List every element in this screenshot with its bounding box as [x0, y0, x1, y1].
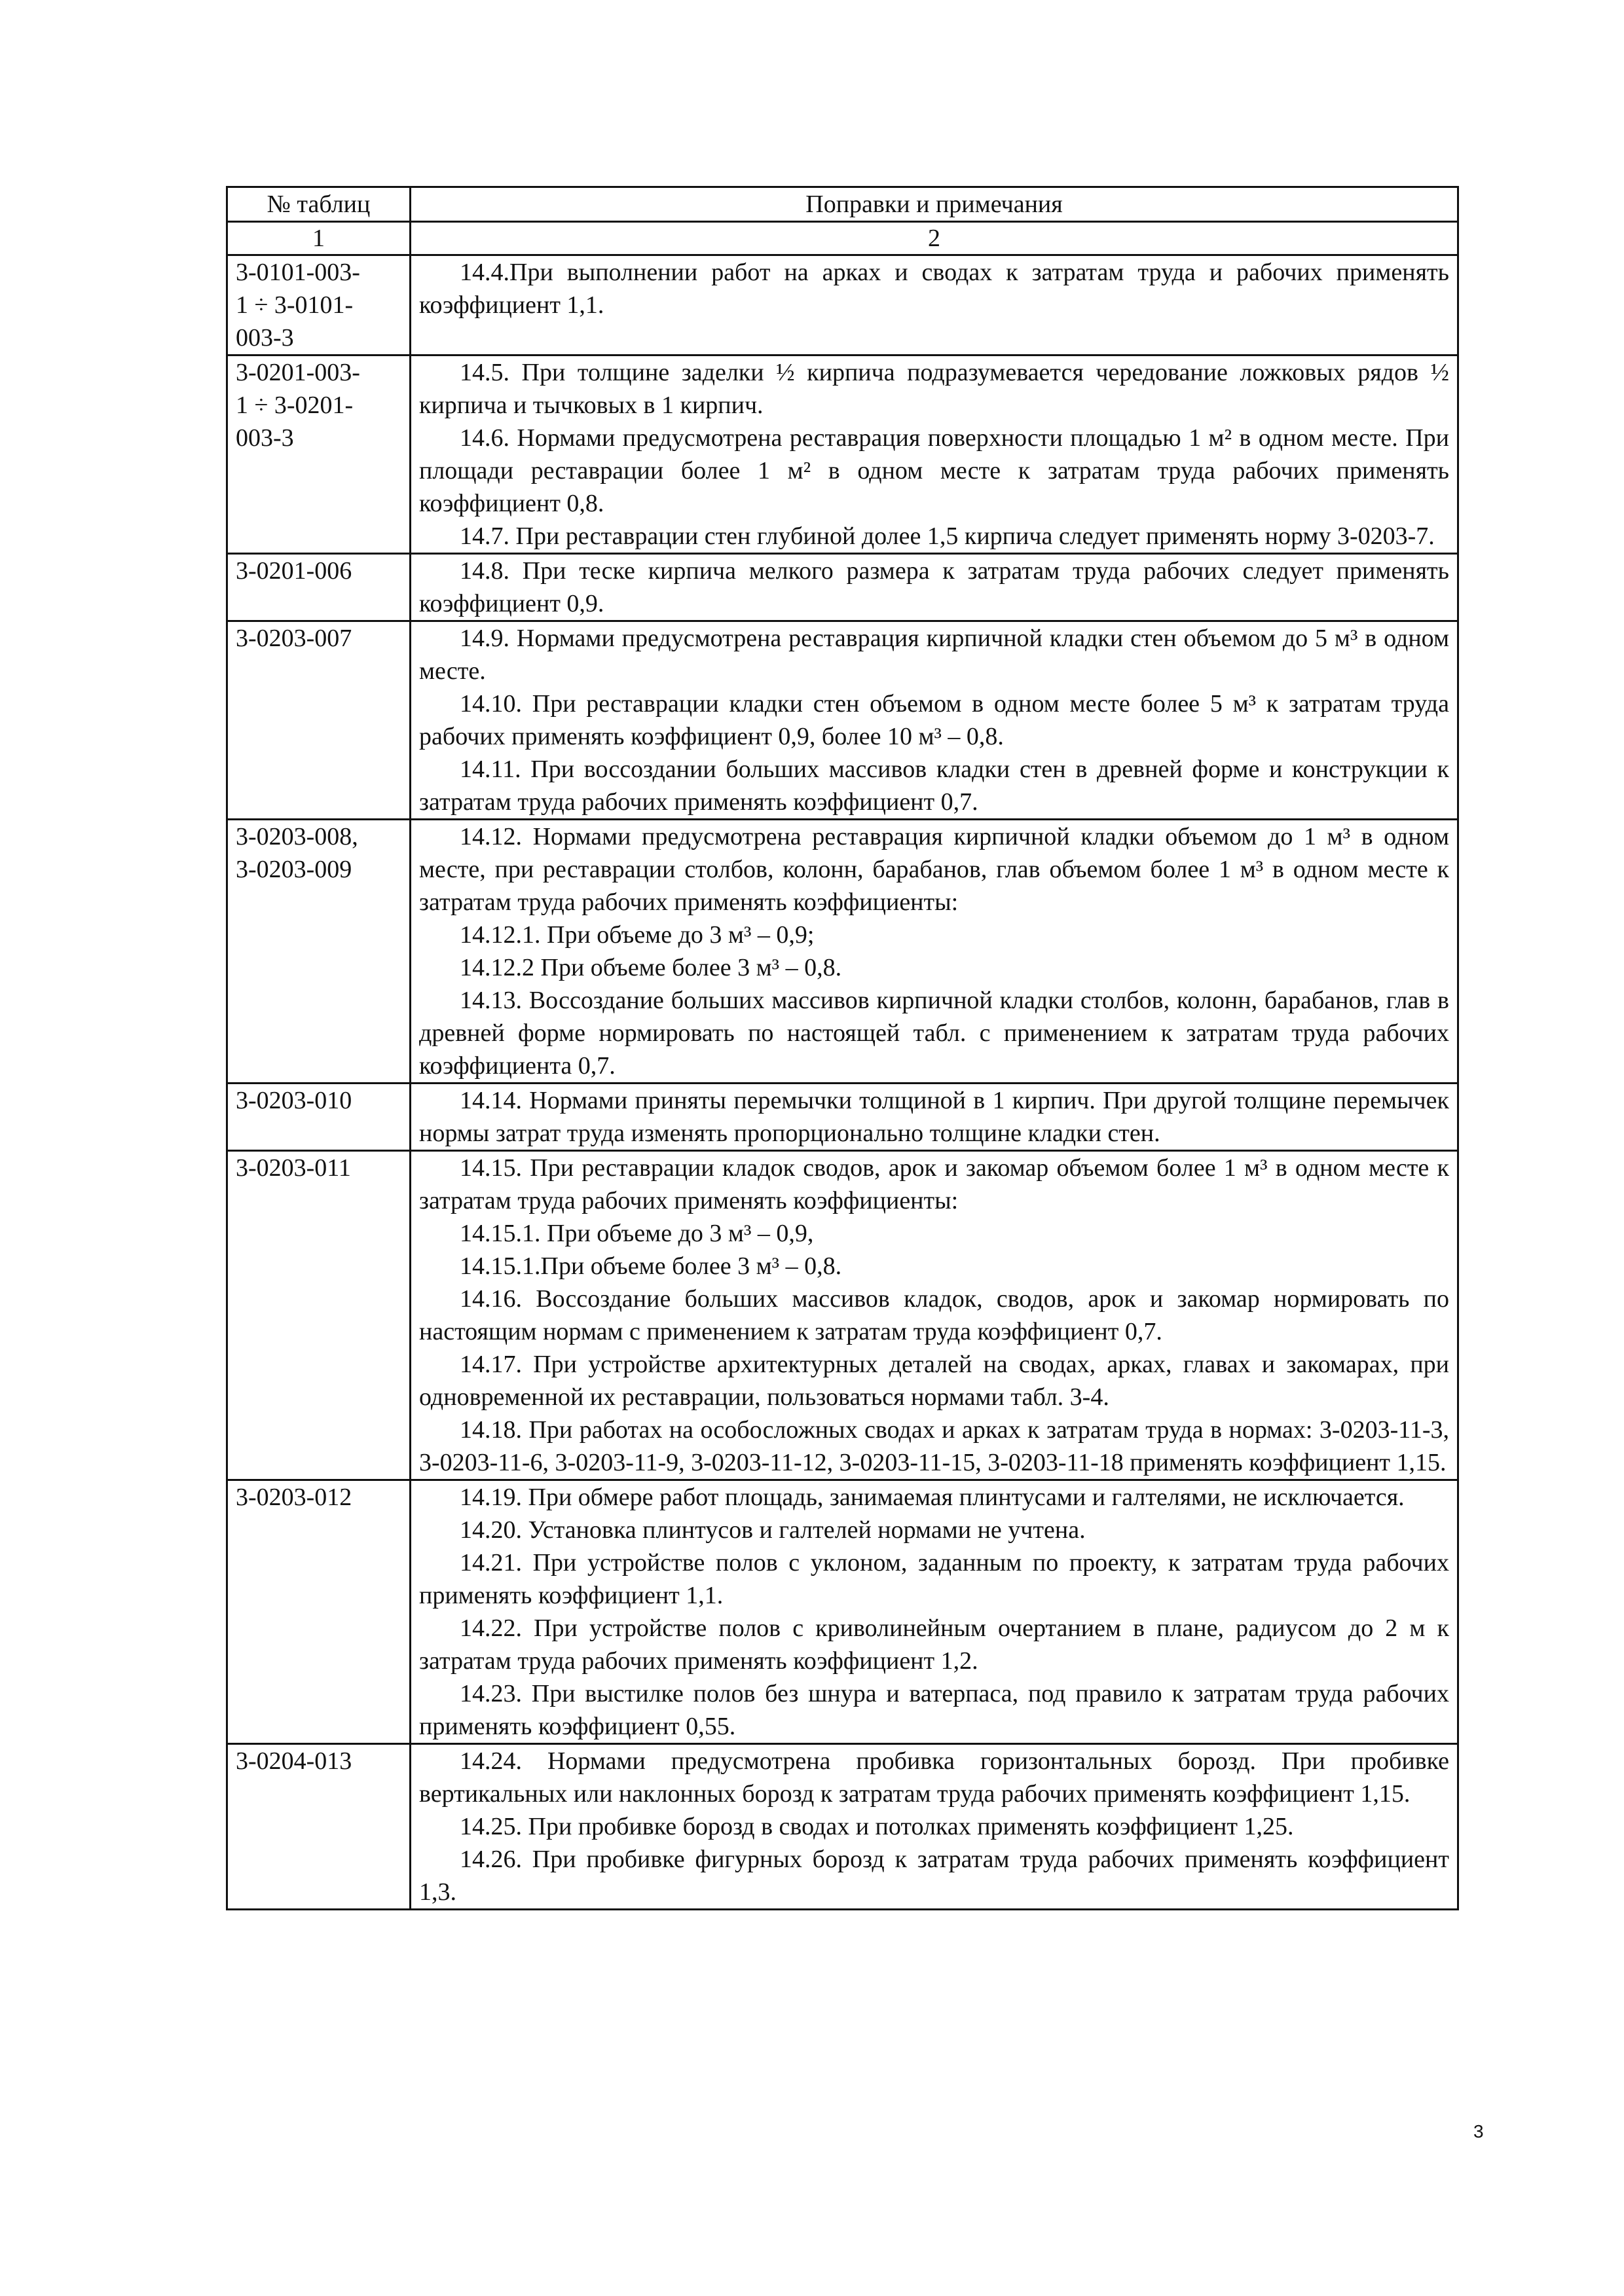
- table-number-line: 3-0203-009: [236, 856, 352, 883]
- table-number-cell: [227, 621, 411, 820]
- notes-cell: [411, 255, 1458, 355]
- note-paragraph: 14.9. Нормами предусмотрена реставрация кирпичной кладки стен объемом до 5 м³ в одном месте.: [419, 625, 1449, 685]
- table-row: [227, 621, 1458, 820]
- note-paragraph: 14.12. Нормами предусмотрена реставрация кирпичной кладки объемом до 1 м³ в одном месте, при реставрации столбов, колонн, барабанов, глав объемом более 1 м³ в одном месте к затратам труда рабочих применять коэффициенты:: [419, 823, 1449, 916]
- notes-cell: [411, 554, 1458, 621]
- notes-cell: [411, 1151, 1458, 1480]
- notes-cell: [411, 1480, 1458, 1744]
- table-header-row: [227, 187, 1458, 222]
- note-paragraph: 14.23. При выстилке полов без шнура и ватерпаса, под правило к затратам труда рабочих применять коэффициент 0,55.: [419, 1680, 1449, 1740]
- table-row: [227, 554, 1458, 621]
- note-paragraph: 14.8. При теске кирпича мелкого размера к затратам труда рабочих следует применять коэффициент 0,9.: [419, 557, 1449, 617]
- note-paragraph: 14.7. При реставрации стен глубиной долее 1,5 кирпича следует применять норму 3-0203-7.: [460, 522, 1435, 550]
- note-paragraph: 14.14. Нормами приняты перемычки толщиной в 1 кирпич. При другой толщине перемычек нормы затрат труда изменять пропорционально толщине кладки стен.: [419, 1087, 1449, 1147]
- table-row: [227, 820, 1458, 1084]
- note-paragraph: 14.10. При реставрации кладки стен объемом в одном месте более 5 м³ к затратам труда рабочих применять коэффициент 0,9, более 10 м³ – 0,8.: [419, 690, 1449, 750]
- page-number: 3: [1473, 2121, 1484, 2141]
- table-body: [227, 255, 1458, 1910]
- table-number-cell: [227, 1744, 411, 1910]
- table-number-cell: [227, 1151, 411, 1480]
- table-number-cell: [227, 1084, 411, 1151]
- note-paragraph: 14.11. При воссоздании больших массивов кладки стен в древней форме и конструкции к затратам труда рабочих применять коэффициент 0,7.: [419, 756, 1449, 816]
- note-paragraph: 14.22. При устройстве полов с криволинейным очертанием в плане, радиусом до 2 м к затратам труда рабочих применять коэффициент 1,2.: [419, 1614, 1449, 1675]
- note-paragraph: 14.19. При обмере работ площадь, занимаемая плинтусами и галтелями, не исключается.: [460, 1484, 1405, 1511]
- table-column-number-row: [227, 222, 1458, 255]
- table-number-line: 3-0201-006: [236, 557, 352, 585]
- table-row: [227, 1744, 1458, 1910]
- table-number-line: 3-0203-008,: [236, 823, 358, 850]
- table-number-line: 3-0204-013: [236, 1747, 352, 1775]
- notes-cell: [411, 1744, 1458, 1910]
- table-row: [227, 1084, 1458, 1151]
- table-row: [227, 255, 1458, 355]
- note-paragraph: 14.15.1. При объеме до 3 м³ – 0,9,: [460, 1220, 814, 1247]
- notes-cell: [411, 355, 1458, 554]
- table-number-line: 003-3: [236, 424, 294, 452]
- header-corrections-notes: Поправки и примечания: [411, 187, 1458, 222]
- header-table-number: № таблиц: [227, 187, 411, 222]
- corrections-table: [226, 186, 1459, 1910]
- note-paragraph: 14.24. Нормами предусмотрена пробивка горизонтальных борозд. При пробивке вертикальных или наклонных борозд к затратам труда рабочих применять коэффициент 1,15.: [419, 1747, 1449, 1808]
- note-paragraph: 14.12.2 При объеме более 3 м³ – 0,8.: [460, 954, 842, 981]
- table-number-line: 1 ÷ 3-0101-: [236, 291, 354, 319]
- table-number-cell: [227, 1480, 411, 1744]
- note-paragraph: 14.12.1. При объеме до 3 м³ – 0,9;: [460, 921, 815, 949]
- column-number-2: 2: [411, 222, 1458, 255]
- column-number-1: 1: [227, 222, 411, 255]
- notes-cell: [411, 621, 1458, 820]
- note-paragraph: 14.26. При пробивке фигурных борозд к затратам труда рабочих применять коэффициент 1,3.: [419, 1846, 1449, 1906]
- note-paragraph: 14.21. При устройстве полов с уклоном, заданным по проекту, к затратам труда рабочих применять коэффициент 1,1.: [419, 1549, 1449, 1609]
- table-row: [227, 355, 1458, 554]
- note-paragraph: 14.15.1.При объеме более 3 м³ – 0,8.: [460, 1252, 842, 1280]
- note-paragraph: 14.13. Воссоздание больших массивов кирпичной кладки столбов, колонн, барабанов, глав в древней форме нормировать по настоящей табл. с применением к затратам труда рабочих коэффициента 0,7.: [419, 987, 1449, 1080]
- table-number-line: 3-0203-012: [236, 1484, 352, 1511]
- note-paragraph: 14.4.При выполнении работ на арках и сводах к затратам труда и рабочих применять коэффициент 1,1.: [419, 259, 1449, 319]
- table-number-cell: [227, 820, 411, 1084]
- table-number-line: 3-0203-007: [236, 625, 352, 652]
- note-paragraph: 14.15. При реставрации кладок сводов, арок и закомар объемом более 1 м³ в одном месте к затратам труда рабочих применять коэффициенты:: [419, 1154, 1449, 1214]
- table-number-cell: [227, 355, 411, 554]
- table-number-line: 3-0201-003-: [236, 359, 360, 386]
- notes-cell: [411, 820, 1458, 1084]
- notes-cell: [411, 1084, 1458, 1151]
- note-paragraph: 14.16. Воссоздание больших массивов кладок, сводов, арок и закомар нормировать по настоящим нормам с применением к затратам труда коэффициент 0,7.: [419, 1285, 1449, 1345]
- table-row: [227, 1151, 1458, 1480]
- table-number-line: 3-0203-010: [236, 1087, 352, 1114]
- table-number-cell: [227, 554, 411, 621]
- table-number-line: 3-0203-011: [236, 1154, 351, 1182]
- note-paragraph: 14.6. Нормами предусмотрена реставрация поверхности площадью 1 м² в одном месте. При площади реставрации более 1 м² в одном месте к затратам труда рабочих применять коэффициент 0,8.: [419, 424, 1449, 517]
- table-number-line: 1 ÷ 3-0201-: [236, 392, 354, 419]
- table-row: [227, 1480, 1458, 1744]
- table-number-cell: [227, 255, 411, 355]
- table-number-line: 3-0101-003-: [236, 259, 360, 286]
- note-paragraph: 14.17. При устройстве архитектурных деталей на сводах, арках, главах и закомарах, при одновременной их реставрации, пользоваться нормами табл. 3-4.: [419, 1351, 1449, 1411]
- note-paragraph: 14.18. При работах на особосложных сводах и арках к затратам труда в нормах: 3-0203-11-3, 3-0203-11-6, 3-0203-11-9, 3-0203-11-12, 3-0203-11-15, 3-0203-11-18 применять коэффициент 1,15.: [419, 1416, 1449, 1476]
- table-number-line: 003-3: [236, 324, 294, 352]
- note-paragraph: 14.20. Установка плинтусов и галтелей нормами не учтена.: [460, 1516, 1086, 1544]
- note-paragraph: 14.25. При пробивке борозд в сводах и потолках применять коэффициент 1,25.: [460, 1813, 1294, 1840]
- note-paragraph: 14.5. При толщине заделки ½ кирпича подразумевается чередование ложковых рядов ½ кирпича и тычковых в 1 кирпич.: [419, 359, 1449, 419]
